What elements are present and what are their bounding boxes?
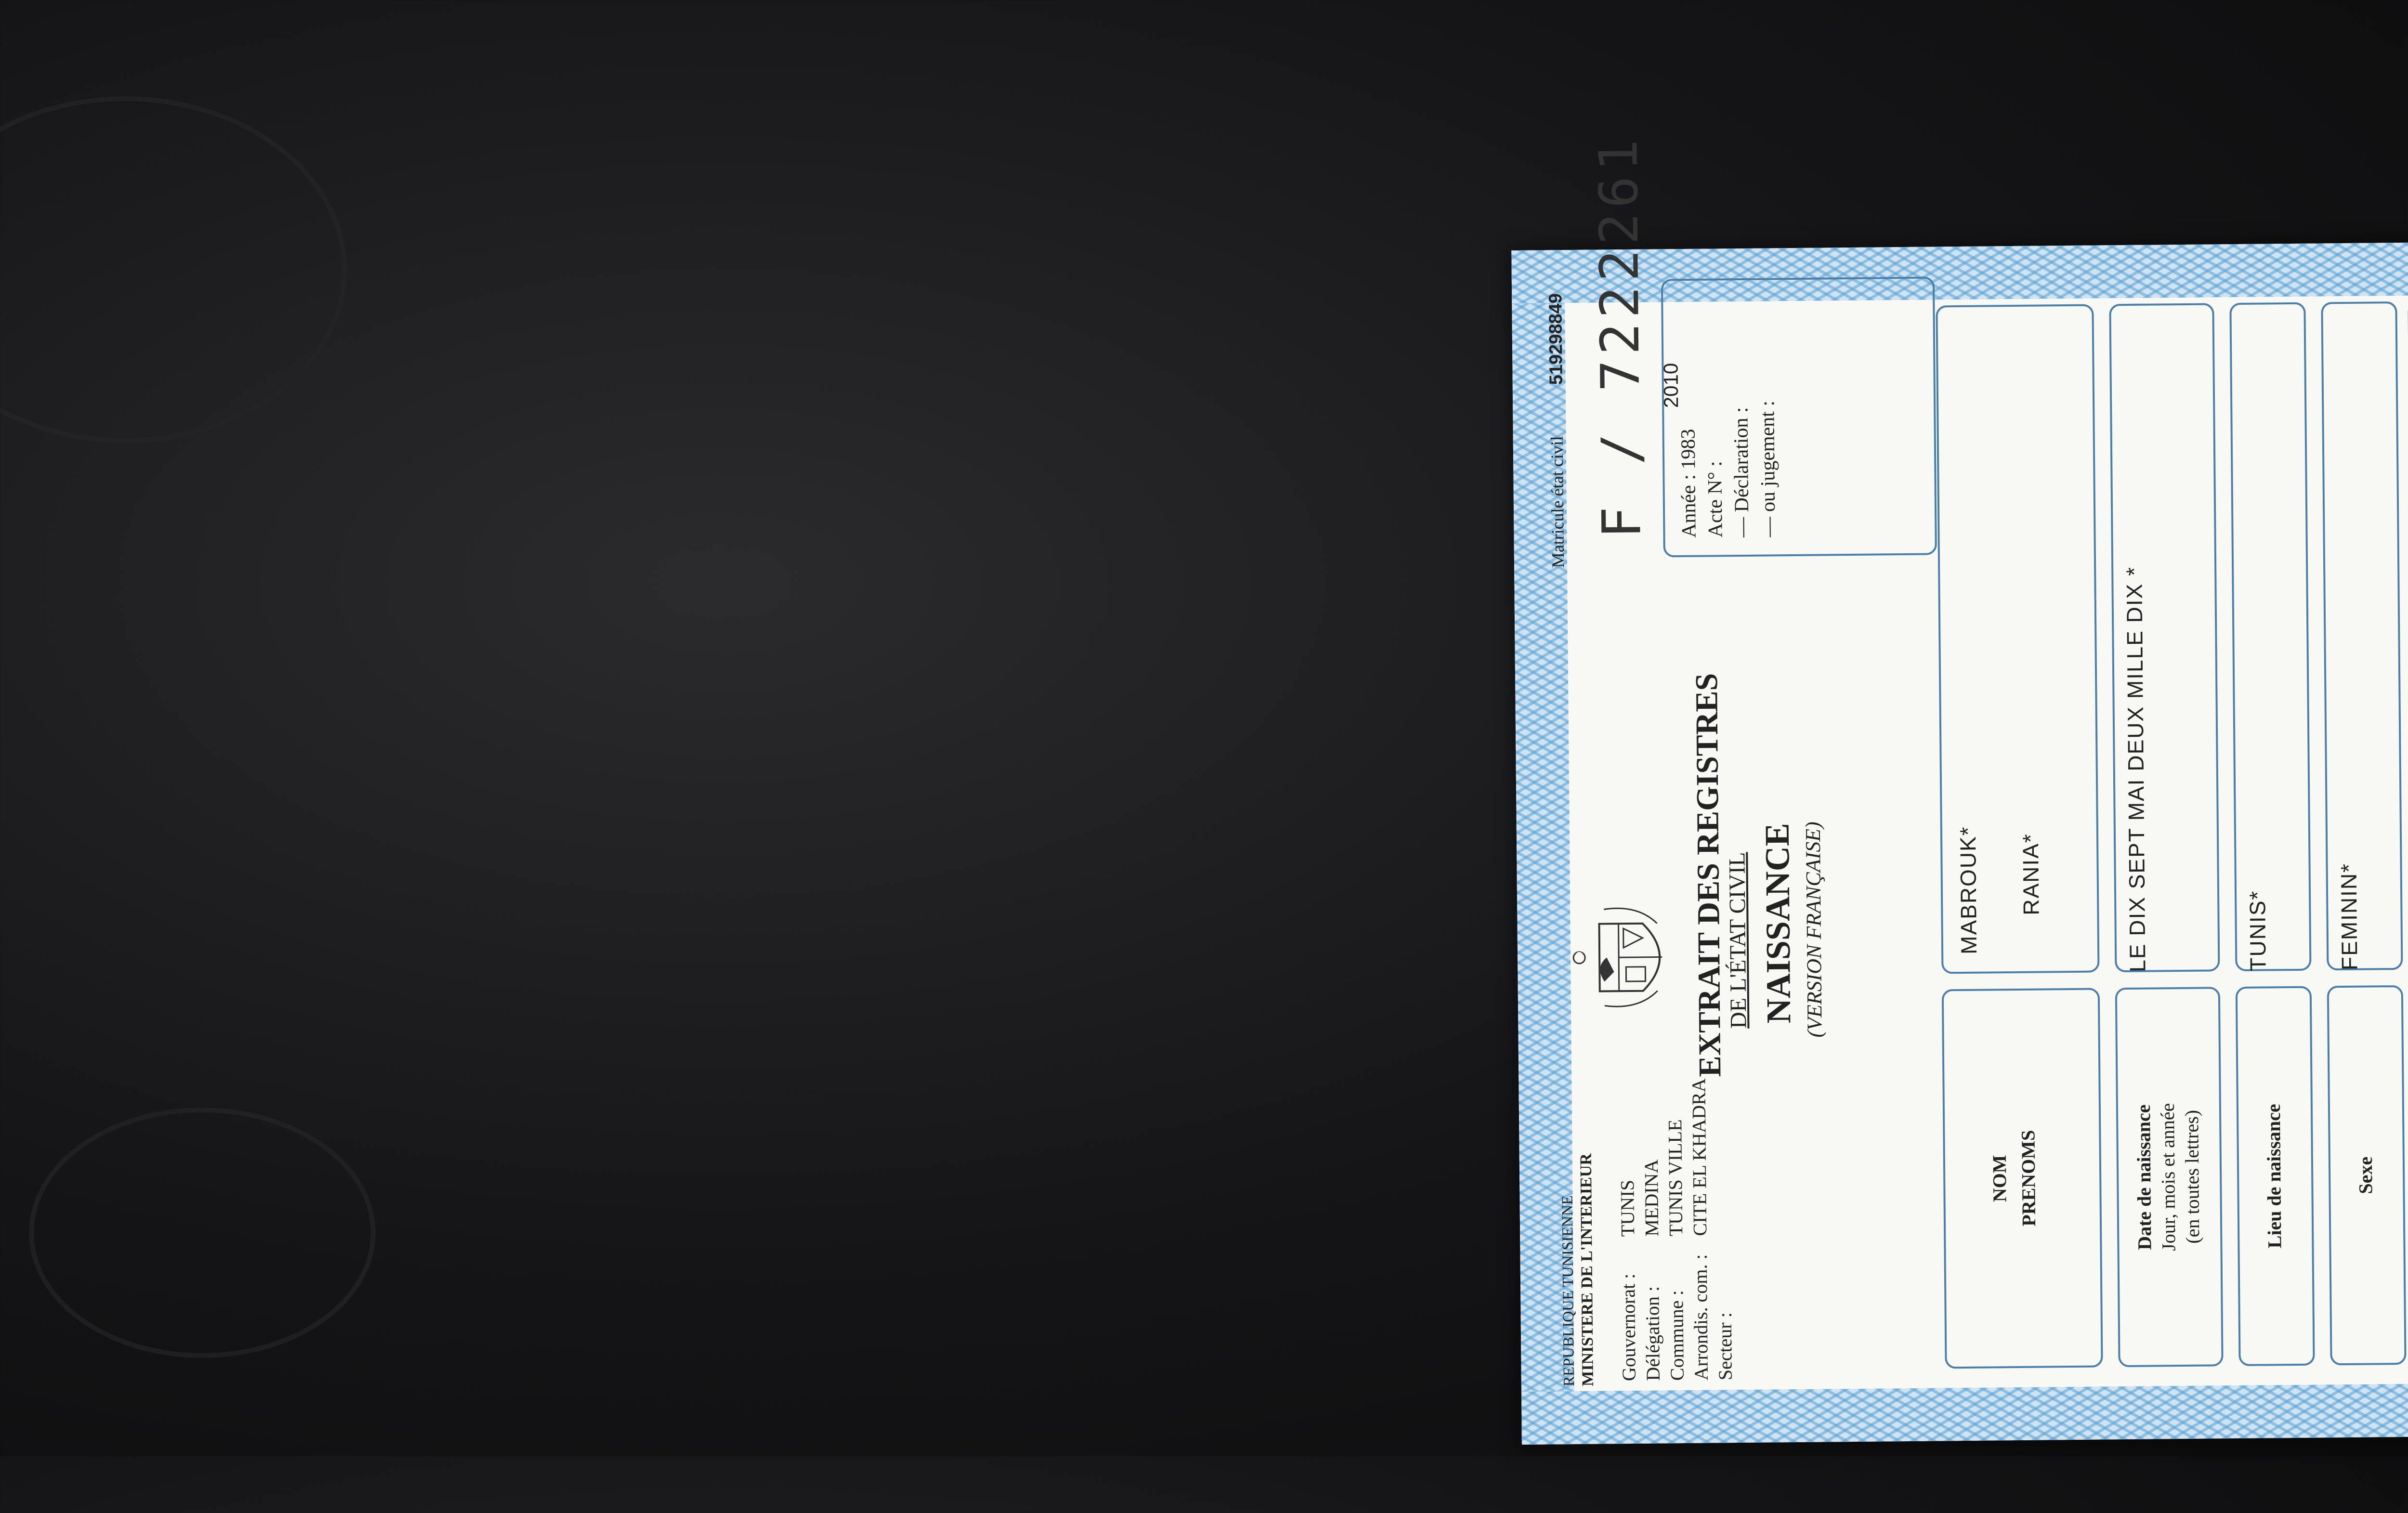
meta-value: CITE EL KHADRA xyxy=(1688,1078,1711,1236)
meta-label: Secteur : xyxy=(1714,1312,1736,1381)
sex-value: FEMININ* xyxy=(2336,862,2362,971)
seat-seam xyxy=(29,1108,376,1358)
meta-label: Délégation : xyxy=(1641,1286,1664,1381)
value-cell xyxy=(2229,302,2311,971)
serial-number: F / 7222261 xyxy=(1587,134,1653,539)
value-cell xyxy=(2321,301,2403,970)
matricule-label: Matricule état civil xyxy=(1547,436,1568,568)
label-line: Sexe xyxy=(2354,1156,2377,1194)
row-lieu-naissance xyxy=(2229,306,2311,1366)
ministry-label: MINISTERE DE L'INTERIEUR xyxy=(1577,1153,1597,1386)
acte-no-label: Acte N° : xyxy=(1704,461,1727,538)
title-etat-civil: DE L'ÉTAT CIVIL xyxy=(1724,852,1752,1029)
label-line: Jour, mois et année xyxy=(2156,1103,2180,1252)
birth-place-value: TUNIS* xyxy=(2245,890,2271,971)
nom-value: MABROUK* xyxy=(1955,826,1982,955)
meta-value: TUNIS VILLE xyxy=(1664,1119,1687,1237)
label-text xyxy=(2132,990,2157,1365)
label-line: Date de naissance xyxy=(2132,1104,2156,1251)
row-nom-prenoms xyxy=(1936,308,2099,1369)
row-sexe xyxy=(2321,305,2402,1365)
meta-row-commune xyxy=(1663,1119,1688,1381)
meta-row-arrondissement xyxy=(1687,1078,1712,1381)
title-extrait: EXTRAIT DES REGISTRES xyxy=(1689,673,1728,1077)
title-naissance: NAISSANCE xyxy=(1757,822,1798,1024)
label-cell xyxy=(2115,987,2224,1367)
matricule-value: 519298849 xyxy=(1545,293,1567,385)
label-cell xyxy=(2236,986,2315,1366)
republic-label: REPUBLIQUE TUNISIENNE xyxy=(1558,1195,1577,1387)
label-cell xyxy=(2327,985,2407,1365)
label-line: (en toutes lettres) xyxy=(2180,1109,2204,1244)
meta-value: TUNIS xyxy=(1616,1180,1639,1237)
seat-seam xyxy=(0,96,347,443)
prenoms-value: RANIA* xyxy=(2017,833,2044,915)
meta-row-secteur xyxy=(1713,1236,1737,1380)
acte-box xyxy=(1661,276,1937,557)
label-line: PRENOMS xyxy=(2017,1130,2040,1226)
meta-value: MEDINA xyxy=(1640,1159,1663,1237)
jugement-label: — ou jugement : xyxy=(1756,400,1780,537)
meta-label: Commune : xyxy=(1665,1290,1688,1381)
meta-label: Gouvernorat : xyxy=(1617,1273,1640,1382)
tunisia-coat-of-arms-icon xyxy=(1570,894,1682,1020)
row-date-naissance xyxy=(2109,307,2219,1367)
declaration-label: — Déclaration : xyxy=(1730,407,1754,538)
meta-label: Arrondis. com. : xyxy=(1689,1254,1712,1381)
meta-row-gouvernorat xyxy=(1616,1180,1640,1381)
label-text xyxy=(1987,991,2013,1366)
meta-row-delegation xyxy=(1640,1159,1664,1381)
label-text xyxy=(2262,988,2287,1364)
birth-date-value: LE DIX SEPT MAI DEUX MILLE DIX * xyxy=(2121,566,2150,973)
label-text xyxy=(2016,991,2042,1366)
label-line: NOM xyxy=(1988,1155,2011,1202)
label-line: Lieu de naissance xyxy=(2262,1104,2286,1249)
handwritten-year: 2010 xyxy=(1659,363,1683,408)
birth-certificate-sheet xyxy=(1511,134,2408,1445)
label-text xyxy=(2353,988,2379,1363)
title-version: (VERSION FRANÇAISE) xyxy=(1801,822,1827,1038)
annee-label: Année : 1983 xyxy=(1677,429,1701,538)
label-cell xyxy=(1942,988,2103,1369)
